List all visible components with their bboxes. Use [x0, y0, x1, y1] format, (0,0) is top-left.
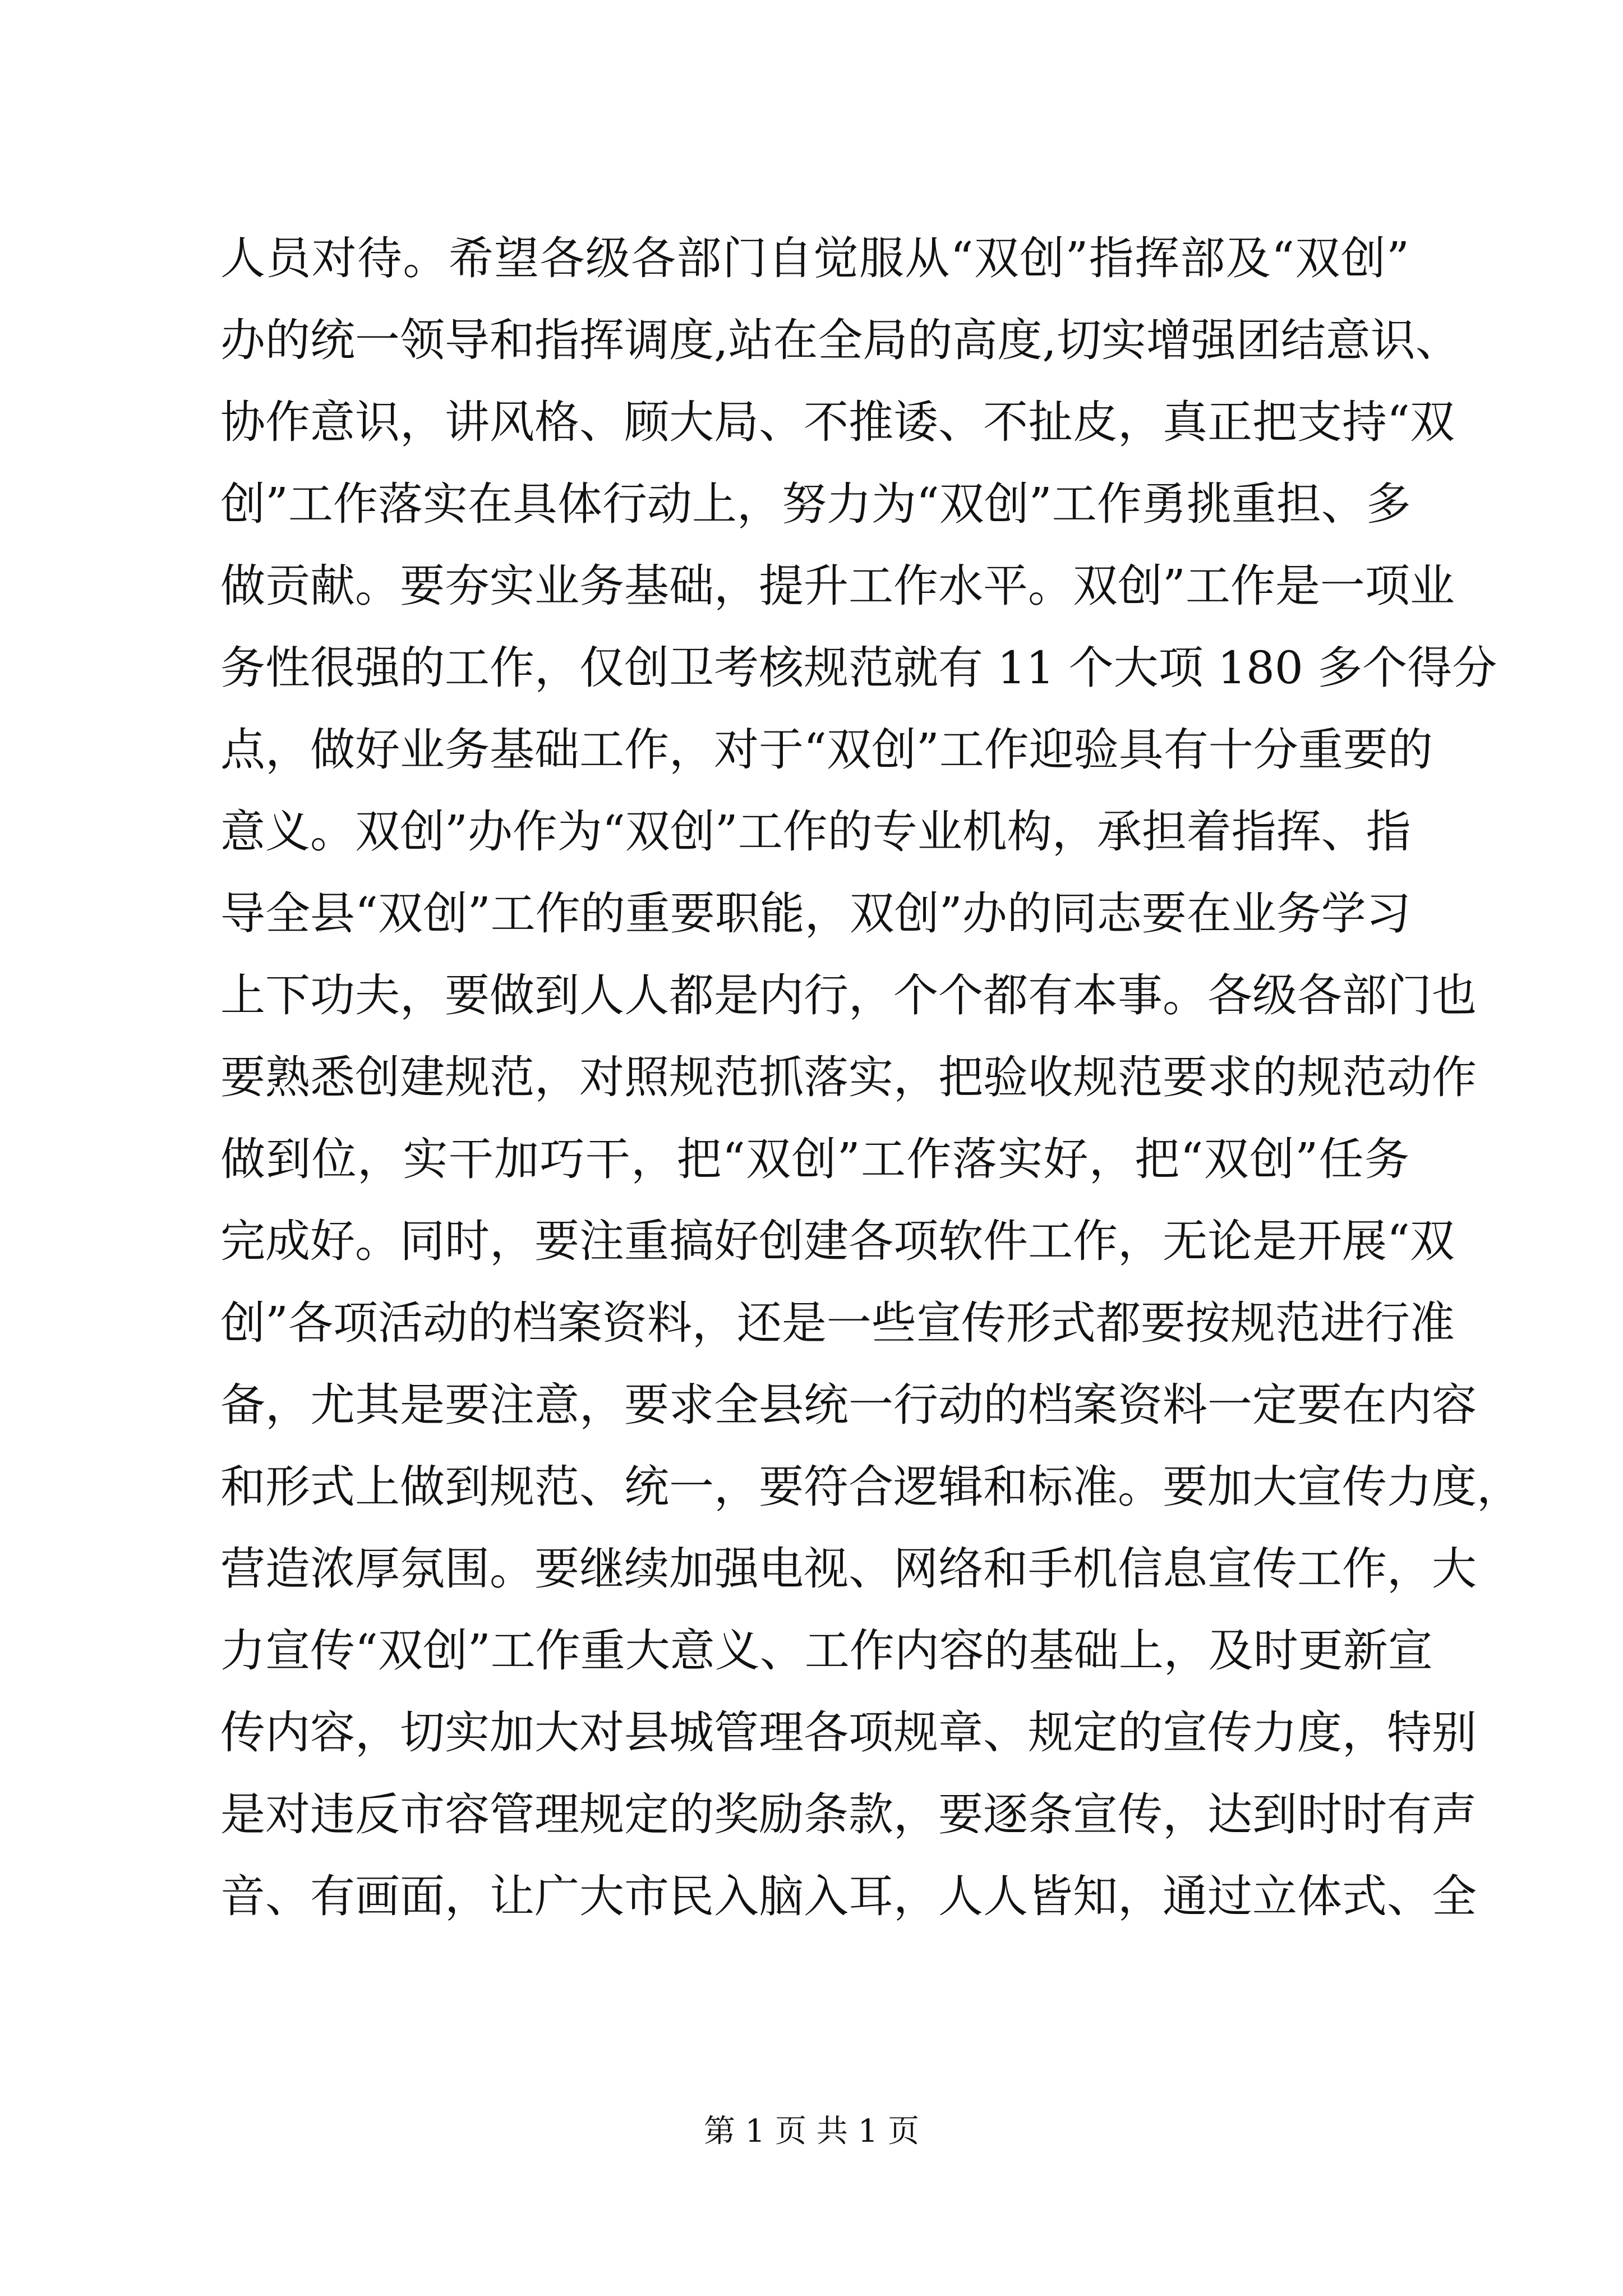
- text-line: 音、有画面，让广大市民入脑入耳，人人皆知，通过立体式、全: [220, 1870, 1477, 1922]
- body-text: [220, 218, 1521, 1938]
- text-line: 营造浓厚氛围。要继续加强电视、网络和手机信息宣传工作，大: [220, 1543, 1477, 1595]
- text-line: 创”工作落实在具体行动上，努力为“双创”工作勇挑重担、多: [220, 478, 1411, 530]
- text-line: 完成好。同时，要注重搞好创建各项软件工作，无论是开展“双: [220, 1215, 1455, 1267]
- text-line: 是对违反市容管理规定的奖励条款，要逐条宣传，达到时时有声: [220, 1788, 1477, 1841]
- text-line: 创”各项活动的档案资料，还是一些宣传形式都要按规范进行准: [220, 1297, 1455, 1349]
- text-line: 上下功夫，要做到人人都是内行，个个都有本事。各级各部门也: [220, 969, 1477, 1022]
- text-line: 人员对待。希望各级各部门自觉服从“双创”指挥部及“双创”: [220, 232, 1409, 284]
- text-line: 备，尤其是要注意，要求全县统一行动的档案资料一定要在内容: [220, 1379, 1477, 1431]
- text-line: 协作意识，讲风格、顾大局、不推诿、不扯皮，真正把支持“双: [220, 396, 1455, 448]
- text-line: 点，做好业务基础工作，对于“双创”工作迎验具有十分重要的: [220, 724, 1433, 776]
- text-line: 做贡献。要夯实业务基础，提升工作水平。双创”工作是一项业: [220, 560, 1455, 612]
- text-line: 力宣传“双创”工作重大意义、工作内容的基础上，及时更新宣: [220, 1625, 1433, 1677]
- text-line: 导全县“双创”工作的重要职能，双创”办的同志要在业务学习: [220, 887, 1411, 940]
- text-line: 务性很强的工作，仅创卫考核规范就有 11 个大项 180 多个得分: [220, 642, 1497, 694]
- text-line: 意义。双创”办作为“双创”工作的专业机构，承担着指挥、指: [220, 806, 1411, 858]
- page-footer: 第 1 页 共 1 页: [703, 2113, 920, 2150]
- text-line: 办的统一领导和指挥调度,站在全局的高度,切实增强团结意识、: [220, 314, 1460, 366]
- text-line: 做到位，实干加巧干，把“双创”工作落实好，把“双创”任务: [220, 1133, 1409, 1185]
- text-line: 要熟悉创建规范，对照规范抓落实，把验收规范要求的规范动作: [220, 1051, 1477, 1103]
- text-line: 传内容，切实加大对县城管理各项规章、规定的宣传力度，特别: [220, 1706, 1477, 1759]
- text-line: 和形式上做到规范、统一，要符合逻辑和标准。要加大宣传力度，: [220, 1461, 1521, 1513]
